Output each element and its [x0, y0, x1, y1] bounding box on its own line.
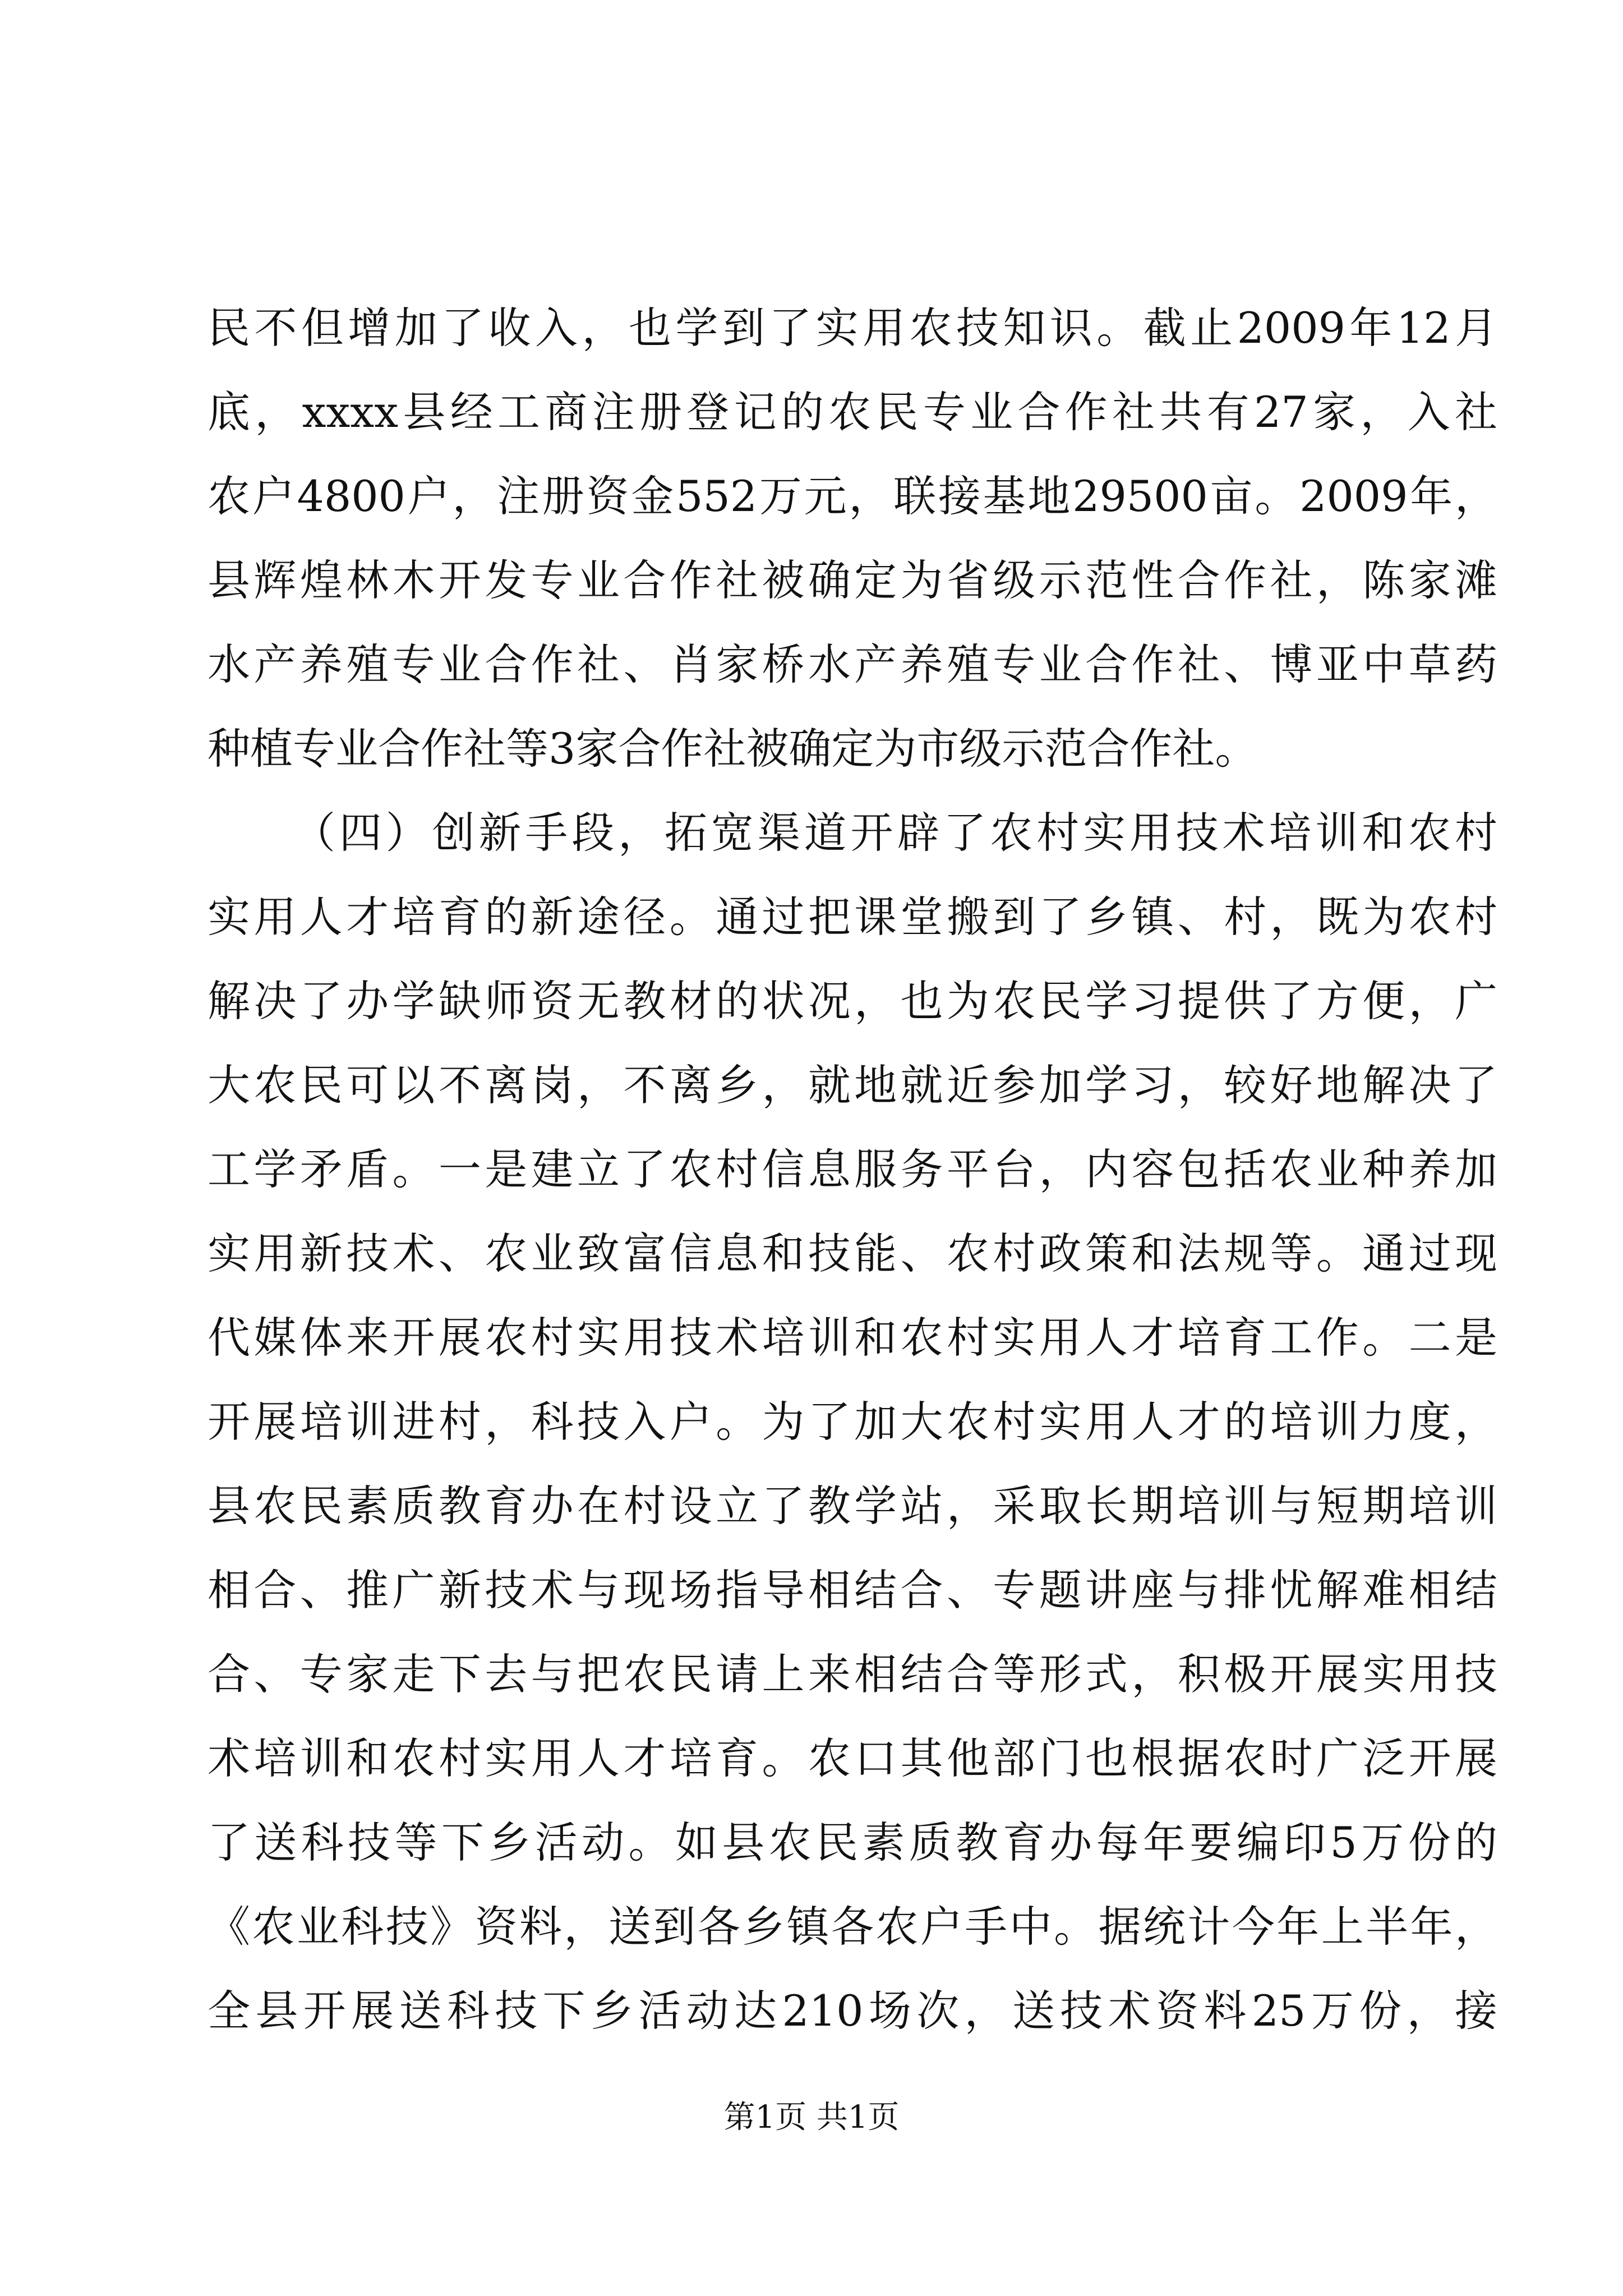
text-line: 了送科技等下乡活动。如县农民素质教育办每年要编印5万份的	[208, 1818, 1497, 1867]
text-line: 代媒体来开展农村实用技术培训和农村实用人才培育工作。二是	[208, 1313, 1497, 1363]
text-line: 《农业科技》资料，送到各乡镇各农户手中。据统计今年上半年，	[208, 1902, 1497, 1952]
text-line: 农户4800户，注册资金552万元，联接基地29500亩。2009年，	[208, 471, 1497, 521]
text-line: 解决了办学缺师资无教材的状况，也为农民学习提供了方便，广	[208, 976, 1497, 1026]
text-line: 种植专业合作社等3家合作社被确定为市级示范合作社。	[208, 724, 1258, 774]
text-line: 工学矛盾。一是建立了农村信息服务平台，内容包括农业种养加	[208, 1144, 1497, 1194]
paragraph-start-line: （四）创新手段，拓宽渠道开辟了农村实用技术培训和农村	[293, 808, 1497, 858]
text-line: 大农民可以不离岗，不离乡，就地就近参加学习，较好地解决了	[208, 1060, 1497, 1110]
text-line: 合、专家走下去与把农民请上来相结合等形式，积极开展实用技	[208, 1649, 1497, 1699]
text-line: 县农民素质教育办在村设立了教学站，采取长期培训与短期培训	[208, 1481, 1497, 1531]
body-text	[208, 286, 1497, 2053]
text-line: 相合、推广新技术与现场指导相结合、专题讲座与排忧解难相结	[208, 1565, 1497, 1615]
text-line: 全县开展送科技下乡活动达210场次，送技术资料25万份，接	[208, 1986, 1497, 2036]
text-line: 开展培训进村，科技入户。为了加大农村实用人才的培训力度，	[208, 1397, 1497, 1447]
text-line: 术培训和农村实用人才培育。农口其他部门也根据农时广泛开展	[208, 1733, 1497, 1783]
text-line: 民不但增加了收入，也学到了实用农技知识。截止2009年12月	[208, 303, 1497, 353]
text-line: 底，xxxx县经工商注册登记的农民专业合作社共有27家，入社	[208, 387, 1497, 437]
text-line: 实用新技术、农业致富信息和技能、农村政策和法规等。通过现	[208, 1228, 1497, 1278]
text-line: 水产养殖专业合作社、肖家桥水产养殖专业合作社、博亚中草药	[208, 639, 1497, 689]
text-line: 实用人才培育的新途径。通过把课堂搬到了乡镇、村，既为农村	[208, 892, 1497, 942]
page-footer: 第1页 共1页	[723, 2099, 900, 2136]
text-line: 县辉煌林木开发专业合作社被确定为省级示范性合作社，陈家滩	[208, 555, 1497, 605]
